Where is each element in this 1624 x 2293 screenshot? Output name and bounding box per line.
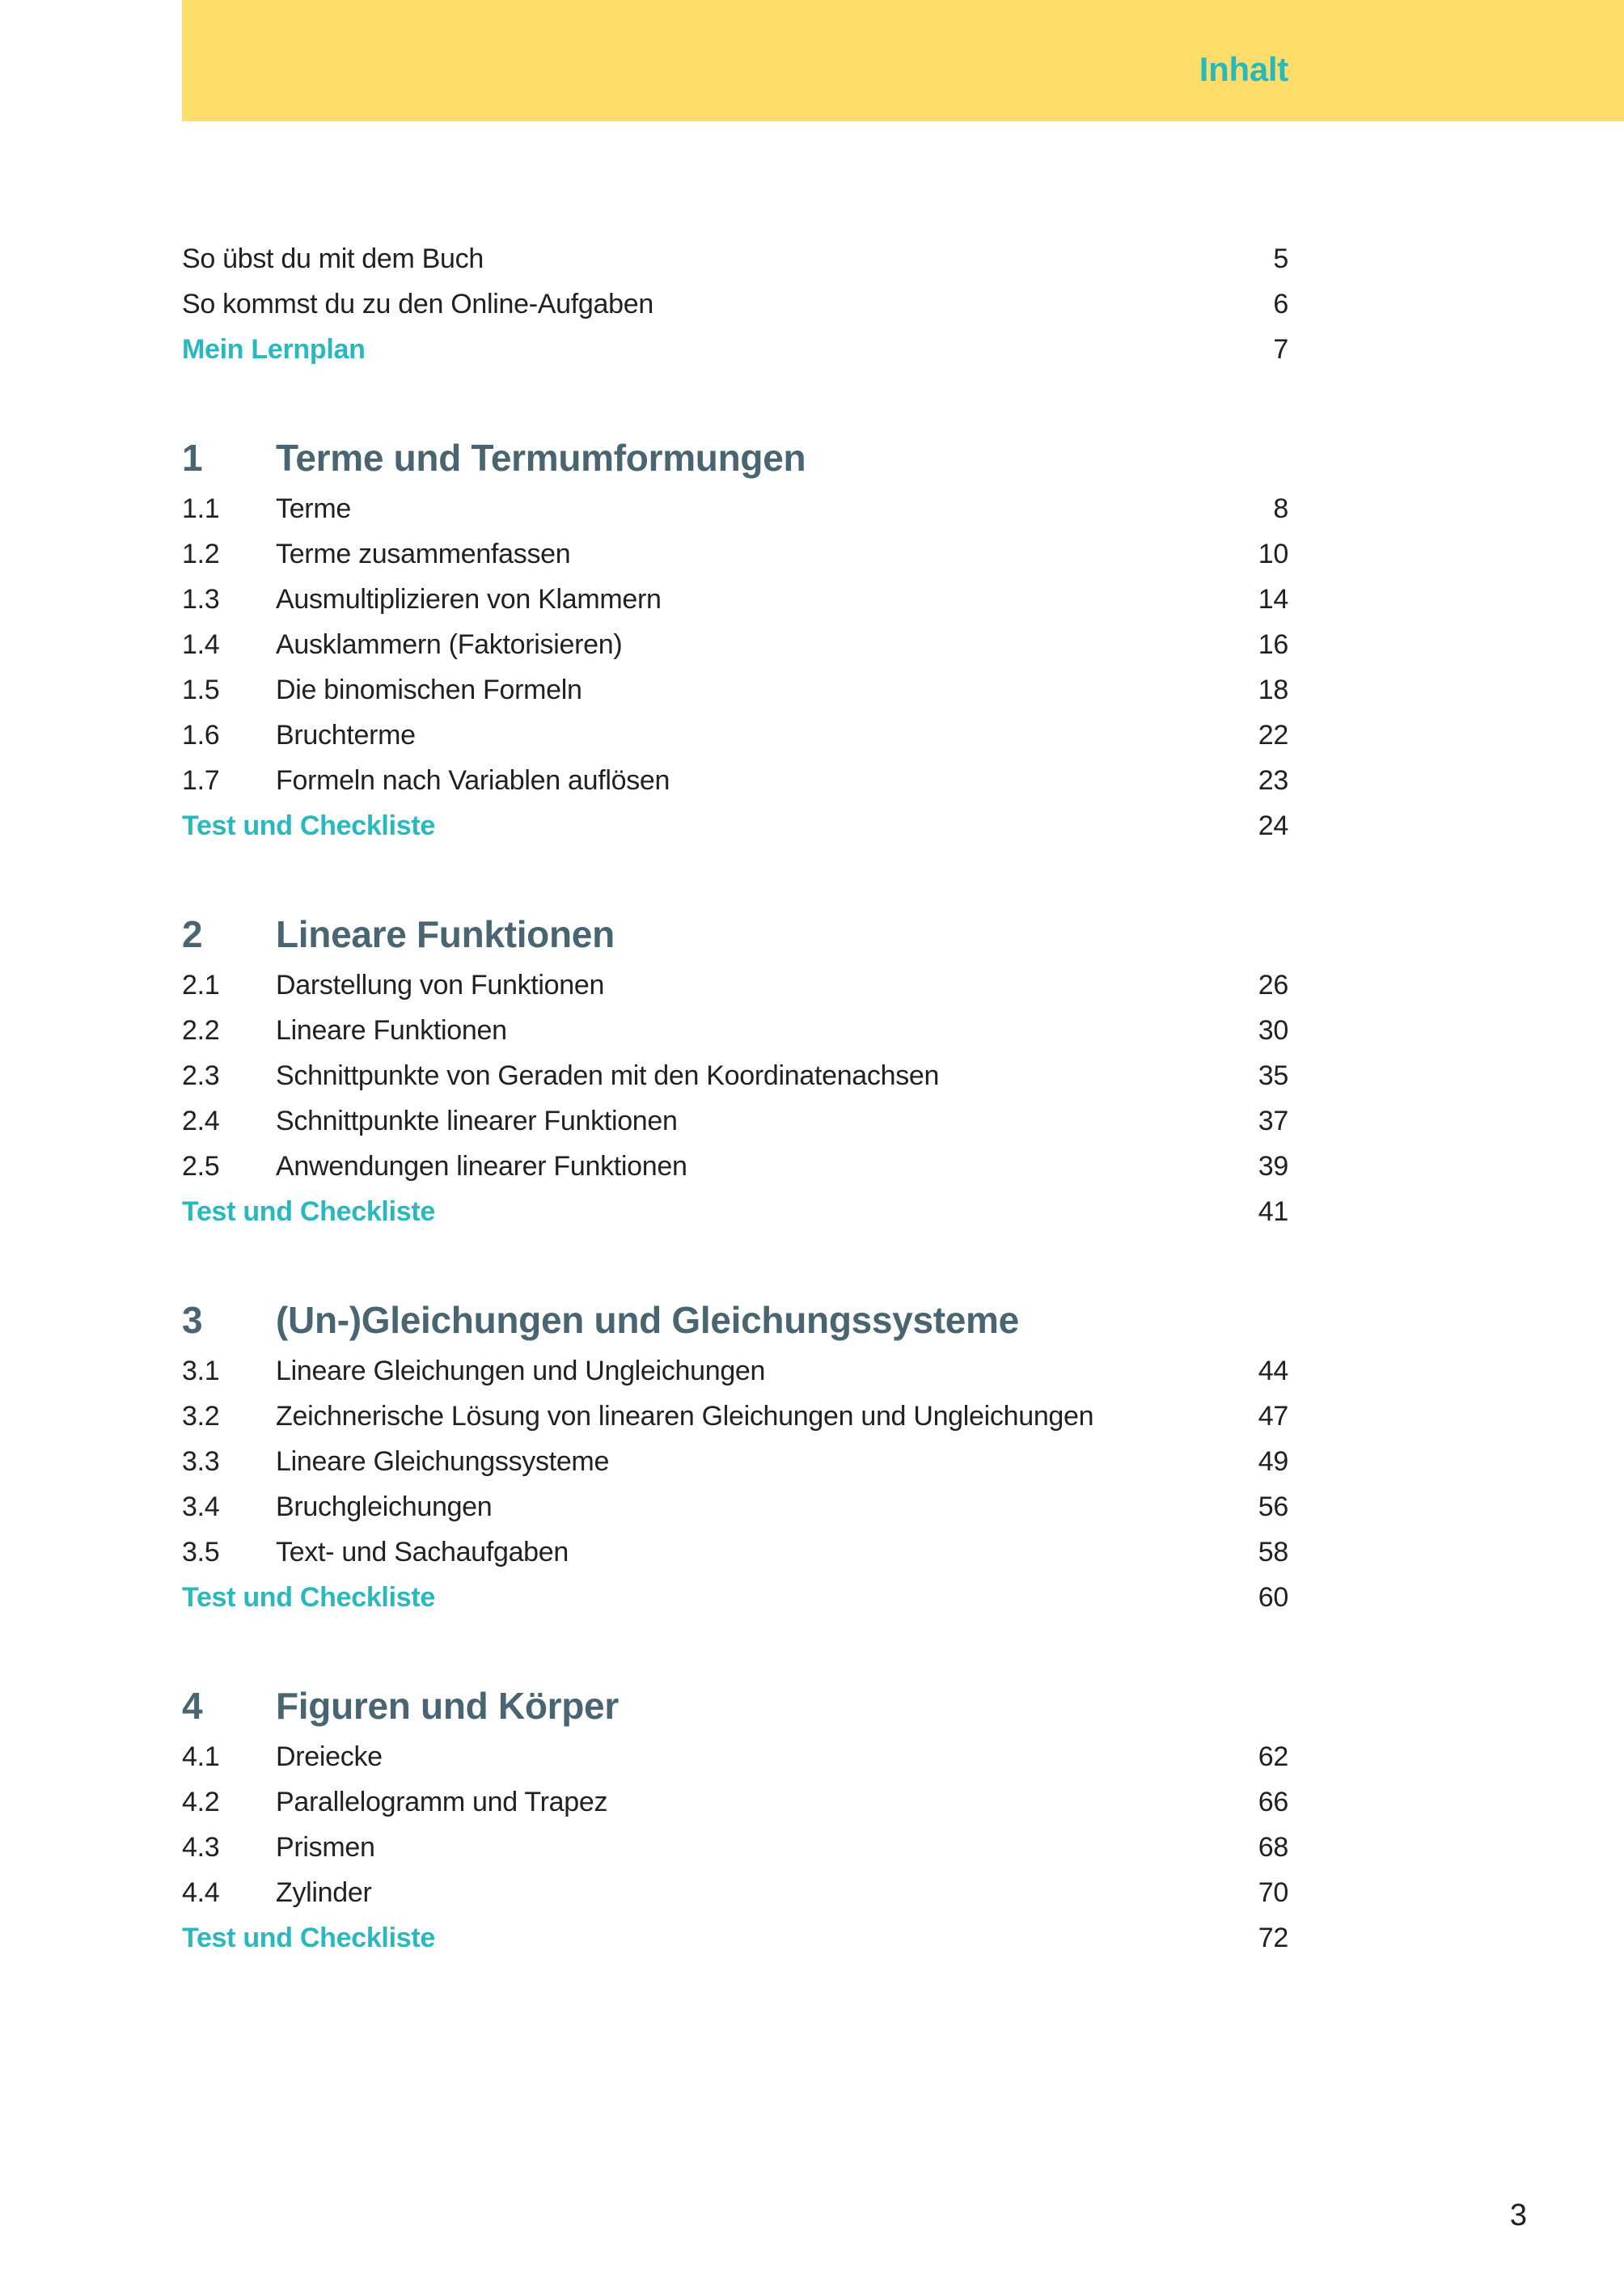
toc-item-page: 6 — [1273, 288, 1288, 319]
toc-row — [182, 1053, 1288, 1098]
toc-row — [182, 667, 1288, 713]
toc-item-page: 7 — [1273, 333, 1288, 365]
chapter-heading — [182, 906, 1288, 962]
toc-row — [182, 531, 1288, 577]
section-number: 1.7 — [182, 764, 220, 796]
toc-row — [182, 1439, 1288, 1484]
section-title: Terme zusammenfassen — [276, 538, 571, 569]
chapter-heading — [182, 1292, 1288, 1348]
toc-row — [182, 1825, 1288, 1870]
section-number: 2.3 — [182, 1060, 220, 1091]
toc-row — [182, 1008, 1288, 1053]
toc-row — [182, 486, 1288, 531]
toc-row — [182, 803, 1288, 848]
section-title: Zylinder — [276, 1876, 372, 1908]
toc-row — [182, 1575, 1288, 1620]
toc-row — [182, 962, 1288, 1008]
chapter-heading — [182, 1677, 1288, 1734]
test-checkliste-label: Test und Checkliste — [182, 1581, 435, 1613]
section-number: 2.1 — [182, 969, 220, 1001]
toc-row — [182, 713, 1288, 758]
section-title: Bruchgleichungen — [276, 1491, 493, 1522]
chapter-block — [182, 1292, 1288, 1620]
front-matter-list — [182, 236, 1288, 372]
test-checkliste-label: Test und Checkliste — [182, 810, 435, 841]
section-page: 70 — [1258, 1876, 1288, 1908]
section-title: Anwendungen linearer Funktionen — [276, 1150, 687, 1182]
section-page: 44 — [1258, 1355, 1288, 1386]
toc-row — [182, 1189, 1288, 1234]
toc-row — [182, 1870, 1288, 1915]
table-of-contents — [182, 0, 1288, 1961]
section-page: 68 — [1258, 1831, 1288, 1863]
section-number: 1.6 — [182, 719, 220, 751]
test-checkliste-page: 41 — [1258, 1195, 1288, 1227]
toc-row — [182, 1394, 1288, 1439]
section-page: 49 — [1258, 1445, 1288, 1477]
section-number: 2.4 — [182, 1105, 220, 1136]
section-page: 56 — [1258, 1491, 1288, 1522]
section-number: 4.4 — [182, 1876, 220, 1908]
toc-row — [182, 327, 1288, 372]
section-page: 23 — [1258, 764, 1288, 796]
toc-row — [182, 281, 1288, 327]
section-title: Lineare Gleichungssysteme — [276, 1445, 610, 1477]
toc-row — [182, 236, 1288, 281]
section-title: Die binomischen Formeln — [276, 674, 582, 705]
chapter-block — [182, 429, 1288, 848]
section-title: Ausklammern (Faktorisieren) — [276, 628, 623, 660]
section-number: 3.3 — [182, 1445, 220, 1477]
folio-page-number: 3 — [1509, 2198, 1527, 2232]
section-title: Lineare Gleichungen und Ungleichungen — [276, 1355, 766, 1386]
section-page: 30 — [1258, 1014, 1288, 1046]
test-checkliste-page: 24 — [1258, 810, 1288, 841]
chapter-title: (Un-)Gleichungen und Gleichungssysteme — [276, 1299, 1019, 1341]
section-number: 3.1 — [182, 1355, 220, 1386]
chapter-block — [182, 1677, 1288, 1961]
chapter-title: Lineare Funktionen — [276, 913, 615, 955]
section-page: 62 — [1258, 1741, 1288, 1772]
test-checkliste-page: 72 — [1258, 1922, 1288, 1953]
toc-item-title: So übst du mit dem Buch — [182, 243, 484, 274]
chapter-number: 2 — [182, 913, 203, 955]
section-page: 18 — [1258, 674, 1288, 705]
toc-row — [182, 1098, 1288, 1144]
section-title: Zeichnerische Lösung von linearen Gleichungen und Ungleichungen — [276, 1400, 1094, 1432]
section-page: 22 — [1258, 719, 1288, 751]
toc-row — [182, 577, 1288, 622]
section-number: 2.2 — [182, 1014, 220, 1046]
section-title: Schnittpunkte von Geraden mit den Koordinatenachsen — [276, 1060, 940, 1091]
section-page: 39 — [1258, 1150, 1288, 1182]
section-title: Schnittpunkte linearer Funktionen — [276, 1105, 678, 1136]
section-page: 35 — [1258, 1060, 1288, 1091]
toc-item-title: Mein Lernplan — [182, 333, 366, 365]
chapter-block — [182, 906, 1288, 1234]
section-title: Parallelogramm und Trapez — [276, 1786, 608, 1817]
section-title: Ausmultiplizieren von Klammern — [276, 583, 662, 615]
section-page: 8 — [1273, 493, 1288, 524]
section-title: Text- und Sachaufgaben — [276, 1536, 569, 1567]
toc-row — [182, 1144, 1288, 1189]
toc-row — [182, 1529, 1288, 1575]
section-number: 2.5 — [182, 1150, 220, 1182]
toc-row — [182, 1779, 1288, 1825]
toc-item-title: So kommst du zu den Online-Aufgaben — [182, 288, 653, 319]
section-page: 58 — [1258, 1536, 1288, 1567]
toc-row — [182, 622, 1288, 667]
section-number: 1.1 — [182, 493, 220, 524]
chapter-number: 4 — [182, 1685, 203, 1727]
section-title: Terme — [276, 493, 351, 524]
chapter-heading — [182, 429, 1288, 486]
section-number: 3.4 — [182, 1491, 220, 1522]
section-title: Darstellung von Funktionen — [276, 969, 605, 1001]
toc-row — [182, 1734, 1288, 1779]
toc-row — [182, 758, 1288, 803]
section-number: 4.2 — [182, 1786, 220, 1817]
section-number: 4.3 — [182, 1831, 220, 1863]
section-number: 1.4 — [182, 628, 220, 660]
section-page: 16 — [1258, 628, 1288, 660]
chapter-number: 1 — [182, 437, 203, 479]
toc-row — [182, 1915, 1288, 1961]
section-page: 47 — [1258, 1400, 1288, 1432]
section-title: Prismen — [276, 1831, 375, 1863]
section-page: 14 — [1258, 583, 1288, 615]
page-title: Inhalt — [1199, 50, 1288, 88]
section-title: Formeln nach Variablen auflösen — [276, 764, 670, 796]
test-checkliste-label: Test und Checkliste — [182, 1922, 435, 1953]
test-checkliste-page: 60 — [1258, 1581, 1288, 1613]
section-page: 10 — [1258, 538, 1288, 569]
section-number: 1.3 — [182, 583, 220, 615]
section-title: Bruchterme — [276, 719, 416, 751]
section-number: 3.5 — [182, 1536, 220, 1567]
section-title: Dreiecke — [276, 1741, 383, 1772]
toc-row — [182, 1484, 1288, 1529]
section-number: 3.2 — [182, 1400, 220, 1432]
toc-item-page: 5 — [1273, 243, 1288, 274]
chapter-title: Figuren und Körper — [276, 1685, 619, 1727]
section-page: 37 — [1258, 1105, 1288, 1136]
section-title: Lineare Funktionen — [276, 1014, 507, 1046]
section-number: 1.5 — [182, 674, 220, 705]
test-checkliste-label: Test und Checkliste — [182, 1195, 435, 1227]
section-page: 66 — [1258, 1786, 1288, 1817]
section-number: 1.2 — [182, 538, 220, 569]
section-number: 4.1 — [182, 1741, 220, 1772]
chapter-list — [182, 429, 1288, 1961]
toc-row — [182, 1348, 1288, 1394]
section-page: 26 — [1258, 969, 1288, 1001]
chapter-title: Terme und Termumformungen — [276, 437, 806, 479]
chapter-number: 3 — [182, 1299, 203, 1341]
